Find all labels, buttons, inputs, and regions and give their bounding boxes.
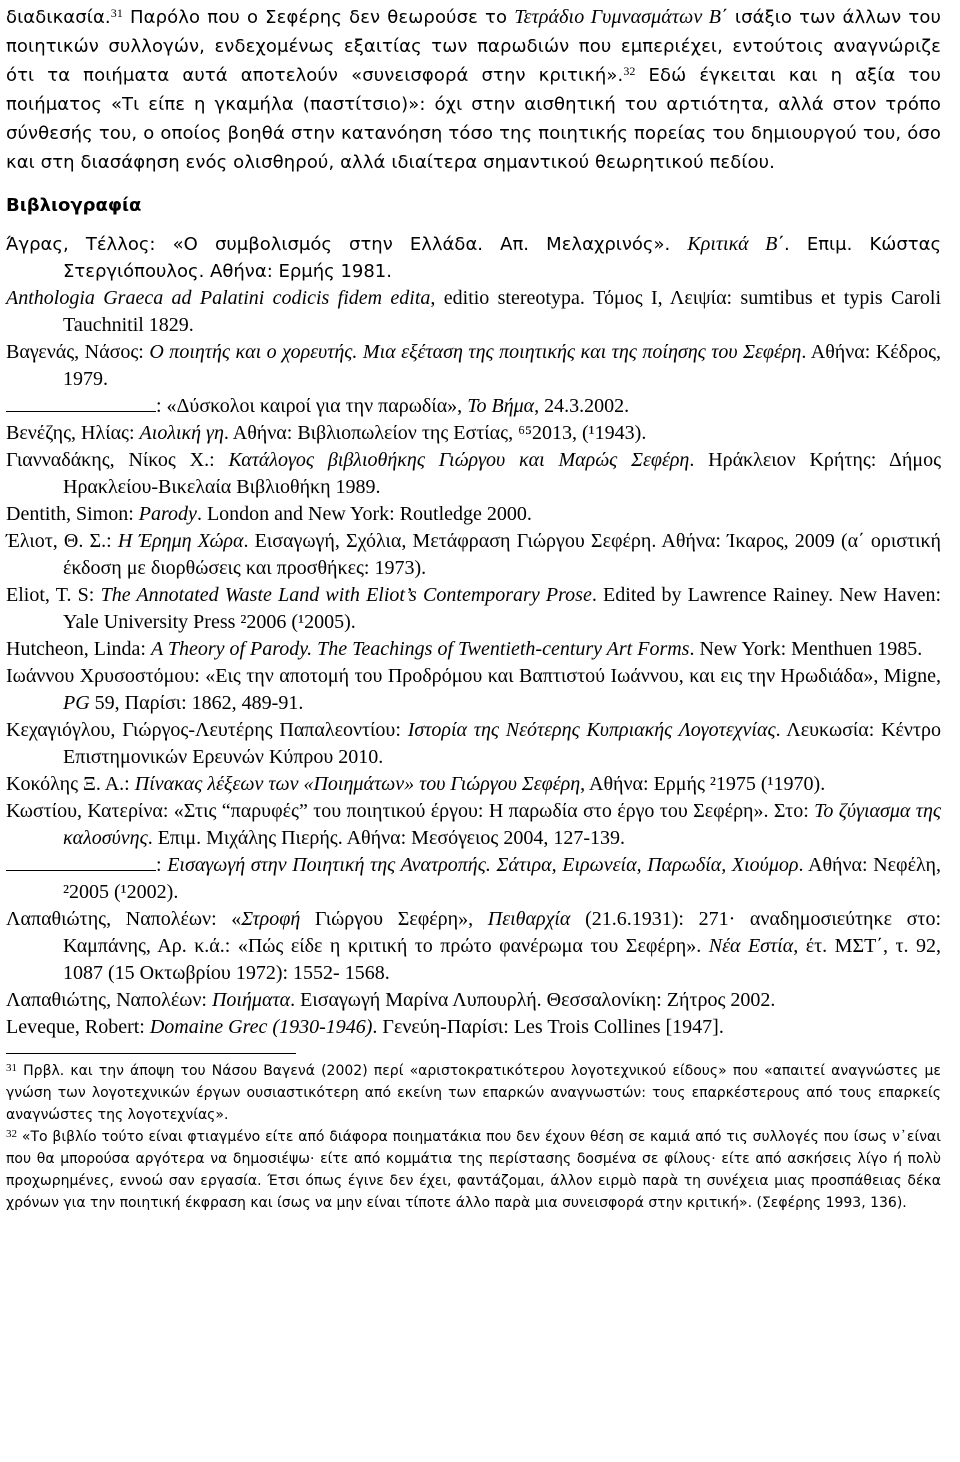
footnote-number: 32 [6,1128,17,1140]
bibliography-heading: Βιβλιογραφία [6,195,142,216]
repeat-author-line [6,854,156,871]
bib-entry: Κοκόλης Ξ. Α.: Πίνακας λέξεων των «Ποιημάτων» του Γιώργου Σεφέρη, Αθήνα: Ερμής ²1975 (¹1970). [6,773,826,795]
repeat-author-line [6,395,156,412]
bib-entry: Βαγενάς, Νάσος: Ο ποιητής και ο χορευτής. Μια εξέταση της ποιητικής και της ποίησης του Σεφέρη. Αθήνα: Κέδρος, 1979. [6,341,942,390]
bib-entry: Γιανναδάκης, Νίκος Χ.: Κατάλογος βιβλιοθήκης Γιώργου και Μαρώς Σεφέρη. Ηράκλειον Κρήτης: Δήμος Ηρακλείου-Βικελαία Βιβλιοθήκη 1989. [6,449,941,498]
footnote-31: $^{31}$ Πρβλ. και την άποψη του Νάσου Βαγενά (2002) περί «αριστοκρατικότερου λογοτεχνικού είδους» που «απαιτεί αναγνώστες με γνώση των λογοτεχνικών έργων ουσιαστικότερη από εκείνη των επαρκών αναγνωστών: τους επαρκέστερους από τους επαρκείς αναγνώστες της λογοτεχνίας». [6,1062,941,1123]
book-title: Τετράδιο Γυμνασμάτων Β΄ [514,6,728,28]
bib-entry: : «Δύσκολοι καιροί για την παρωδία», Το Βήμα, 24.3.2002. [6,393,941,420]
bib-entry: Έλιοτ, Θ. Σ.: Η Έρημη Χώρα. Εισαγωγή, Σχόλια, Μετάφραση Γιώργου Σεφέρη. Αθήνα: Ίκαρος, 2009 (α΄ οριστική έκδοση με διορθώσεις και προσθήκες: 1973). [6,530,942,579]
paragraph-text: Εδώ έγκειται και η αξία του ποιήματος «Τι είπε η γκαμήλα (παστίτσιο)»: όχι στην αισθητική του αρτιότητα, αλλά στον τρόπο σύνθεσής του, ο οποίος βοηθά στην κατανόηση τόσο της ποιητικής πορείας του δημιουργού του, όσο και στη διασάφηση ενός ολισθηρού, αλλά ιδιαίτερα σημαντικού θεωρητικού πεδίου. [6,65,941,173]
bib-entry: Άγρας, Τέλλος: «Ο συμβολισμός στην Ελλάδα. Απ. Μελαχρινός». Κριτικά Β΄. Επιμ. Κώστας Στεργιόπουλος. Αθήνα: Ερμής 1981. [6,233,942,282]
bibliography-list [6,231,941,1041]
footnote-32: $^{32}$ «Το βιβλίο τούτο είναι φτιαγμένο είτε από διάφορα ποιηματάκια που δεν έχουν θέση σε καμιά από τις συλλογές που ίσως ν᾽είναι που θα μπορούσα αργότερα να δημοσιέψω· είτε από κομμάτια της περίστασης δοσμένα σε φίλους· είτε από ασκήσεις λίγο ή πολὺ προχωρημένες, εννοώ σαν εργασία. Έτσι όπως έγινε δεν έχει, φαντάζομαι, άλλον ειρμὸ παρὰ τη συνέχεια μιας προσπάθειας δέκα χρόνων για την ποιητική έκφραση και ίσως να μην είναι τίποτε άλλο παρὰ μια συνεισφορά στην κριτική». (Σεφέρης 1993, 136). [6,1128,941,1211]
bib-entry: Βενέζης, Ηλίας: Αιολική γη. Αθήνα: Βιβλιοπωλείον της Εστίας, ⁶⁵2013, (¹1943). [6,422,647,444]
bib-entry: : Εισαγωγή στην Ποιητική της Ανατροπής. Σάτιρα, Ειρωνεία, Παρωδία, Χιούμορ. Αθήνα: Νεφέλη, ²2005 (¹2002). [6,852,941,906]
footnote-ref-31[interactable]: 31 [110,6,123,20]
bib-entry: Eliot, T. S: The Annotated Waste Land with Eliot’s Contemporary Prose. Edited by Lawrence Rainey. New Haven: Yale University Press ²2006 (¹2005). [6,584,942,633]
paragraph-text: Παρόλο που ο Σεφέρης δεν θεωρούσε το [122,7,515,28]
body-paragraph [6,0,941,177]
document-page [6,0,941,1214]
bib-entry: Λαπαθιώτης, Ναπολέων: «Στροφή Γιώργου Σεφέρη», Πειθαρχία (21.6.1931): 271· αναδημοσιεύτηκε στο: Καμπάνης, Αρ. κ.ά.: «Πώς είδε η κριτική το πρώτο φανέρωμα του Σεφέρη». Νέα Εστία, έτ. ΜΣΤ΄, τ. 92, 1087 (15 Οκτωβρίου 1972): 1552- 1568. [6,908,941,984]
bib-entry: Hutcheon, Linda: A Theory of Parody. The Teachings of Twentieth-century Art Forms. New York: Menthuen 1985. [6,638,923,660]
bib-entry: Λαπαθιώτης, Ναπολέων: Ποιήματα. Εισαγωγή Μαρίνα Λυπουρλή. Θεσσαλονίκη: Ζήτρος 2002. [6,989,776,1011]
footnote-ref-32[interactable]: 32 [623,64,636,78]
paragraph-lead: διαδικασία. [6,7,111,28]
footnote-number: 31 [6,1062,17,1074]
bib-entry: Κωστίου, Κατερίνα: «Στις “παρυφές” του ποιητικού έργου: Η παρωδία στο έργο του Σεφέρη». Στο: Το ζύγιασμα της καλοσύνης. Επιμ. Μιχάλης Πιερής. Αθήνα: Μεσόγειος 2004, 127-139. [6,800,941,849]
footnote-separator [6,1053,296,1054]
bib-entry: Ιωάννου Χρυσοστόμου: «Εις την αποτομή του Προδρόμου και Βαπτιστού Ιωάννου, και εις την Ηρωδιάδα», Migne, PG 59, Παρίσι: 1862, 489-91. [6,665,941,714]
bib-entry: Dentith, Simon: Parody. London and New York: Routledge 2000. [6,503,532,525]
bib-entry: Leveque, Robert: Domaine Grec (1930-1946). Γενεύη-Παρίσι: Les Trois Collines [1947]. [6,1016,724,1038]
paragraph-text: ισάξιο των άλλων του ποιητικών συλλογών, ενδεχομένως εξαιτίας των παρωδιών που εμπεριέχει, εντούτοις αναγνώριζε ότι τα ποιήματα αυτά αποτελούν «συνεισφορά στην κριτική». [6,7,941,86]
bib-entry: Anthologia Graeca ad Palatini codicis fidem edita, editio stereotypa. Τόμος Ι, Λειψία: sumtibus et typis Caroli Tauchnitil 1829. [6,287,942,336]
bib-entry: Κεχαγιόγλου, Γιώργος-Λευτέρης Παπαλεοντίου: Ιστορία της Νεότερης Κυπριακής Λογοτεχνίας. Λευκωσία: Κέντρο Επιστημονικών Ερευνών Κύπρου 2010. [6,719,941,768]
